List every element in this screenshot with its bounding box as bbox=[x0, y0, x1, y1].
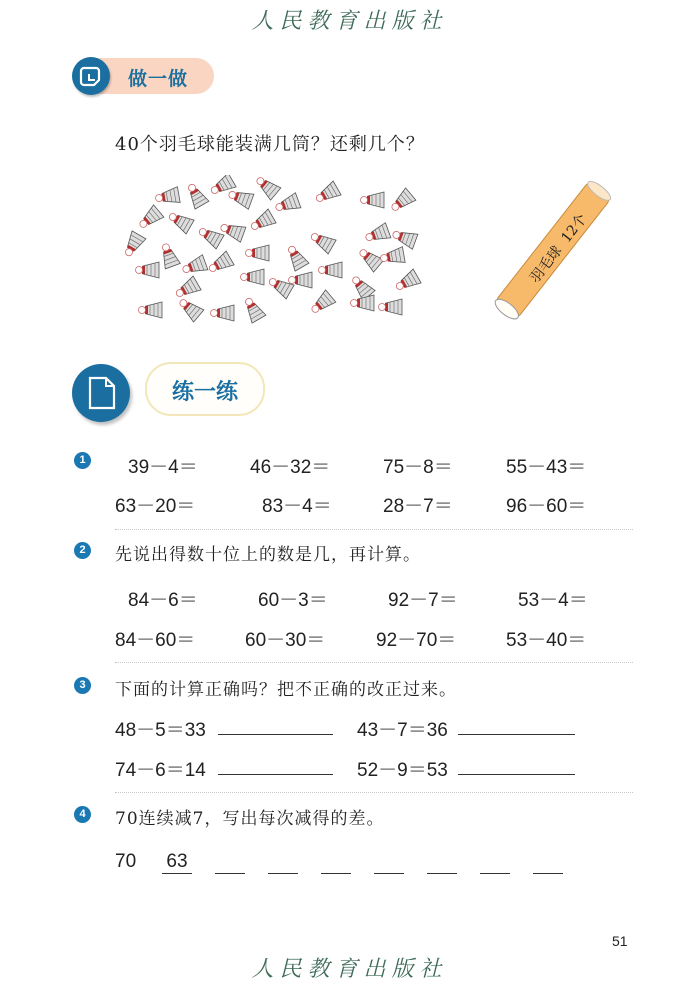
equation: 53－4＝ bbox=[518, 590, 588, 611]
equation: 92－70＝ bbox=[376, 630, 457, 651]
equation: 28－7＝ bbox=[383, 496, 453, 517]
equation: 75－8＝ bbox=[383, 457, 453, 478]
equation: 60－30＝ bbox=[245, 630, 326, 651]
shuttlecock-tube-illustration bbox=[478, 180, 628, 320]
sequence-blank[interactable] bbox=[427, 851, 457, 874]
equation: 39－4＝ bbox=[128, 457, 198, 478]
exercise-number-badge: 1 bbox=[74, 452, 91, 469]
equation: 52－9＝53 bbox=[357, 760, 448, 781]
exercise-instruction: 70连续减7，写出每次减得的差。 bbox=[115, 809, 385, 829]
zuoyizuo-question: 40个羽毛球能装满几筒？还剩几个？ bbox=[115, 134, 425, 155]
exercise-instruction: 先说出得数十位上的数是几，再计算。 bbox=[115, 545, 421, 565]
equation: 60－3＝ bbox=[258, 590, 328, 611]
tube-label: 羽毛球 12个 bbox=[527, 211, 591, 287]
section-title-zuoyizuo: 做一做 bbox=[128, 68, 189, 90]
exercise-instruction: 下面的计算正确吗？把不正确的改正过来。 bbox=[115, 680, 457, 700]
sequence-blank[interactable] bbox=[268, 851, 298, 874]
sequence-blank[interactable] bbox=[374, 851, 404, 874]
shuttlecock-icon-group bbox=[120, 175, 430, 325]
pencil-note-icon bbox=[72, 57, 110, 95]
document-icon bbox=[72, 364, 130, 422]
exercise-number-badge: 4 bbox=[74, 806, 91, 823]
divider bbox=[115, 792, 633, 793]
equation: 48－5＝33 bbox=[115, 720, 206, 741]
publisher-logo-bottom: 人民教育出版社 bbox=[251, 957, 448, 982]
equation: 74－6＝14 bbox=[115, 760, 206, 781]
exercise-number-badge: 3 bbox=[74, 677, 91, 694]
sequence-blank[interactable] bbox=[533, 851, 563, 874]
answer-blank[interactable] bbox=[458, 716, 575, 735]
answer-blank[interactable] bbox=[458, 756, 575, 775]
answer-blank[interactable] bbox=[218, 716, 333, 735]
equation: 53－40＝ bbox=[506, 630, 587, 651]
exercise-number-badge: 2 bbox=[74, 542, 91, 559]
sequence-blank[interactable] bbox=[215, 851, 245, 874]
equation: 55－43＝ bbox=[506, 457, 587, 478]
equation: 84－6＝ bbox=[128, 590, 198, 611]
equation: 43－7＝36 bbox=[357, 720, 448, 741]
equation: 63－20＝ bbox=[115, 496, 196, 517]
section-title-lianyilian: 练一练 bbox=[171, 379, 238, 405]
sequence-blank[interactable] bbox=[321, 851, 351, 874]
shuttlecocks-illustration bbox=[120, 175, 430, 325]
equation: 92－7＝ bbox=[388, 590, 458, 611]
publisher-logo-top: 人民教育出版社 bbox=[251, 9, 448, 34]
equation: 84－60＝ bbox=[115, 630, 196, 651]
equation: 96－60＝ bbox=[506, 496, 587, 517]
answer-blank[interactable] bbox=[218, 756, 333, 775]
sequence-blank[interactable]: 63 bbox=[162, 851, 192, 874]
sequence-blank[interactable] bbox=[480, 851, 510, 874]
equation: 83－4＝ bbox=[262, 496, 332, 517]
sequence-start: 70 bbox=[115, 851, 137, 872]
page-number: 51 bbox=[612, 933, 628, 949]
equation: 46－32＝ bbox=[250, 457, 331, 478]
divider bbox=[115, 662, 633, 663]
divider bbox=[115, 529, 633, 530]
